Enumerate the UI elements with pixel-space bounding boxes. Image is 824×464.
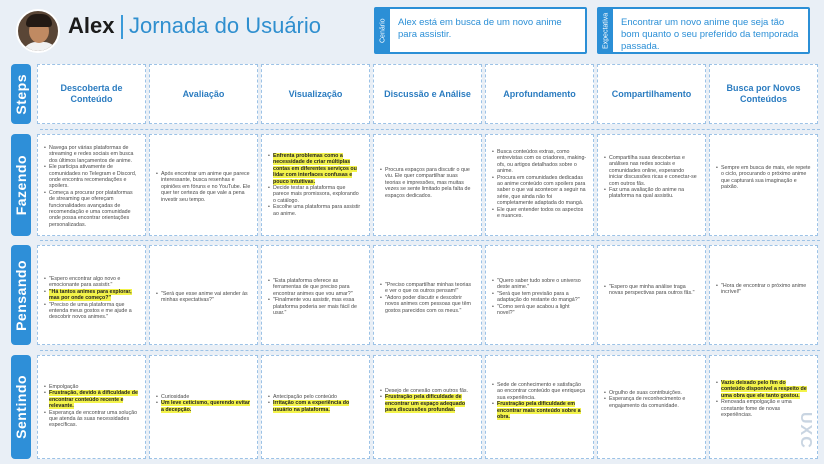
feeling-item: • Empolgação (44, 384, 139, 390)
thinking-cell (597, 245, 706, 345)
doing-list (716, 165, 811, 191)
thinking-cell (485, 245, 594, 345)
row-divider (40, 129, 820, 130)
doing-cell (37, 134, 146, 236)
doing-item: • Navega por várias plataformas de streaming e redes sociais em busca dos últimos lançamentos de anime. (44, 145, 139, 164)
feeling-item: • Curiosidade (156, 394, 251, 400)
doing-item: • Procura em comunidades dedicadas ao anime conteúdo com spoilers para saber o que vai acontecer a seguir na série, que ainda não foi completamente adaptada do mangá. (492, 175, 587, 207)
doing-list (492, 149, 587, 219)
thinking-item: • "Esta plataforma oferece as ferramentas de que preciso para encontrar animes que vou amar?" (268, 278, 363, 297)
header (0, 0, 824, 62)
stage-header: Visualização (261, 64, 370, 124)
doing-cell (261, 134, 370, 236)
doing-item: • Decide testar a plataforma que parece mais promissora, explorando o catálogo. (268, 185, 363, 204)
feeling-cell (149, 355, 258, 459)
thinking-list (156, 291, 251, 304)
feeling-item: • Desejo de conexão com outros fãs. (380, 388, 475, 394)
thinking-list (716, 283, 811, 296)
feeling-list (604, 390, 699, 409)
row-label-doing: Fazendo (11, 134, 31, 236)
doing-item: • Ele quer entender todos os aspectos e nuances. (492, 207, 587, 220)
persona-name: Alex (68, 13, 115, 38)
thinking-list (492, 278, 587, 316)
scenario-text: Alex está em busca de um novo anime para assistir. (398, 17, 562, 40)
thinking-item: • "Será que tem previsão para a adaptação do restante do mangá?" (492, 291, 587, 304)
doing-item: • Ele participa ativamente de comunidades no Telegram e Discord, onde encontra recomendações e spoilers. (44, 164, 139, 190)
thinking-item: • "Preciso compartilhar minhas teorias e ver o que os outros pensam!" (380, 282, 475, 295)
row-label-thinking: Pensando (11, 245, 31, 345)
brand-watermark: UXC (797, 412, 814, 449)
feeling-item: • Irritação com a experiência do usuário na plataforma. (268, 400, 363, 413)
thinking-cell (709, 245, 818, 345)
doing-list (380, 167, 475, 199)
thinking-cell (37, 245, 146, 345)
thinking-cell (373, 245, 482, 345)
thinking-item: • "Espero encontrar algo novo e emocionante para assistir." (44, 276, 139, 289)
avatar (16, 9, 60, 53)
doing-list (156, 171, 251, 203)
doing-cell (149, 134, 258, 236)
doing-item: • Procura espaços para discutir o que viu. Ele quer compartilhar suas teorias e impressões, mas muitas vezes se sente limitado pela falta de espaços dedicados. (380, 167, 475, 199)
stage-header: Aprofundamento (485, 64, 594, 124)
feeling-item: • Sede de conhecimento e satisfação ao encontrar conteúdo que enriqueça sua experiência. (492, 382, 587, 401)
doing-item: • Escolhe uma plataforma para assistir ao anime. (268, 204, 363, 217)
feeling-cell (485, 355, 594, 459)
doing-cell (485, 134, 594, 236)
feeling-item: • Esperança de encontrar uma solução que atenda às suas necessidades específicas. (44, 410, 139, 429)
doing-list (268, 153, 363, 217)
feeling-item: • Esperança de reconhecimento e engajamento da comunidade. (604, 396, 699, 409)
stage-header: Discussão e Análise (373, 64, 482, 124)
feeling-item: • Frustração pela dificuldade em encontrar mais conteúdo sobre a obra. (492, 401, 587, 420)
doing-item: • Após encontrar um anime que parece interessante, busca resenhas e opiniões em fóruns e no YouTube. Ele quer ter certeza de que vale a pena investir seu tempo. (156, 171, 251, 203)
row-label-steps: Steps (11, 64, 31, 124)
feeling-list (492, 382, 587, 420)
thinking-item: • "Preciso de uma plataforma que entenda meus gostos e me ajude a descobrir novos animes." (44, 302, 139, 321)
thinking-list (380, 282, 475, 314)
stage-header: Avaliação (149, 64, 258, 124)
feeling-item: • Antecipação pelo conteúdo (268, 394, 363, 400)
doing-item: • Compartilha suas descobertas e análises nas redes sociais e comunidades online, esperando iniciar discussões ricas e conectar-se com outros fãs. (604, 155, 699, 187)
row-divider (40, 350, 820, 351)
stage-header: Busca por Novos Conteúdos (709, 64, 818, 124)
feeling-cell (597, 355, 706, 459)
feeling-cell (261, 355, 370, 459)
thinking-item: • "Será que esse anime vai atender às minhas expectativas?" (156, 291, 251, 304)
thinking-list (604, 284, 699, 297)
doing-list (44, 145, 139, 228)
thinking-list (268, 278, 363, 316)
doing-list (604, 155, 699, 200)
feeling-list (156, 394, 251, 413)
row-label-feeling: Sentindo (11, 355, 31, 459)
thinking-item: • "Espero que minha análise traga novas perspectivas para outros fãs." (604, 284, 699, 297)
expectation-text: Encontrar um novo anime que seja tão bom quanto o seu preferido da temporada passada. (621, 17, 799, 52)
expectation-tag: Expectativa (599, 9, 613, 52)
feeling-item: • Renovada empolgação e uma constante fome de novas experiências. (716, 399, 811, 418)
feeling-item: • Vazio deixado pelo fim do conteúdo disponível a respeito de uma obra que ele tanto gostou. (716, 380, 811, 399)
doing-item: • Busca conteúdos extras, como entrevistas com os criadores, making-ofs, ou artigos detalhados sobre o anime. (492, 149, 587, 175)
thinking-cell (261, 245, 370, 345)
doing-item: • Faz uma avaliação do anime na plataforma na qual assistiu. (604, 187, 699, 200)
thinking-cell (149, 245, 258, 345)
doing-item: • Sempre em busca de mais, ele repete o ciclo, procurando o próximo anime que capturará sua imaginação e paixão. (716, 165, 811, 191)
scenario-tag: Cenário (376, 9, 390, 52)
doing-item: • Começa a procurar por plataformas de streaming que ofereçam funcionalidades avançadas de recomendação e uma comunidade onde possa encontrar orientações personalizadas. (44, 190, 139, 228)
thinking-list (44, 276, 139, 321)
thinking-item: • "Há tantos animes para explorar, mas por onde começo?" (44, 289, 139, 302)
thinking-item: • "Adoro poder discutir e descobrir novos animes com pessoas que têm gostos parecidos com os meus." (380, 295, 475, 314)
feeling-list (268, 394, 363, 413)
thinking-item: • "Finalmente vou assistir, mas essa plataforma poderia ser mais fácil de usar." (268, 297, 363, 316)
row-divider (40, 240, 820, 241)
doing-cell (709, 134, 818, 236)
thinking-item: • "Quero saber tudo sobre o universo deste anime." (492, 278, 587, 291)
feeling-list (44, 384, 139, 429)
feeling-item: • Orgulho de suas contribuições. (604, 390, 699, 396)
stage-header: Descoberta de Conteúdo (37, 64, 146, 124)
feeling-item: • Um leve ceticismo, querendo evitar a decepção. (156, 400, 251, 413)
doing-item: • Enfrenta problemas como a necessidade de criar múltiplas contas em diferentes serviços ou lidar com interfaces confusas e pouco intuitivas. (268, 153, 363, 185)
feeling-cell (37, 355, 146, 459)
scenario-box (374, 7, 587, 54)
title-separator (121, 15, 123, 39)
feeling-list (380, 388, 475, 414)
thinking-item: • "Hora de encontrar o próximo anime incrível!" (716, 283, 811, 296)
doing-cell (373, 134, 482, 236)
expectation-box (597, 7, 810, 54)
thinking-item: • "Como será que acabou a light novel?" (492, 304, 587, 317)
doing-cell (597, 134, 706, 236)
feeling-item: • Frustração pela dificuldade de encontrar um espaço adequado para discussões profundas. (380, 394, 475, 413)
feeling-item: • Frustração, devido à dificuldade de encontrar conteúdo recente e relevante. (44, 390, 139, 409)
stage-header: Compartilhamento (597, 64, 706, 124)
page-title: Jornada do Usuário (129, 13, 322, 38)
feeling-cell (373, 355, 482, 459)
